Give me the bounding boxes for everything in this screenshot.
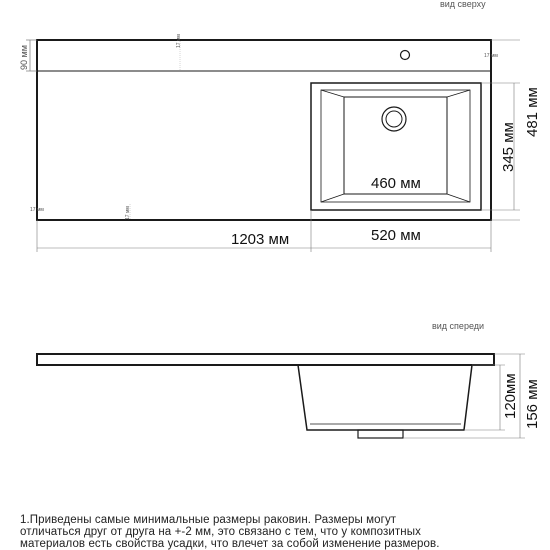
dim-bowl-depth: 345 мм [500, 122, 517, 172]
bowl-edge [447, 194, 470, 202]
drain-inner [386, 111, 402, 127]
countertop-outline-front [37, 354, 494, 365]
dimension-note [20, 514, 540, 550]
bowl-edge [447, 90, 470, 97]
dim-depth-small: 90 мм [19, 45, 29, 70]
bowl-edge [321, 90, 344, 97]
dim-bowl-width: 460 мм [371, 175, 421, 192]
dim-total-length: 1203 мм [231, 231, 290, 248]
dim-front-bowl-height: 120мм [502, 373, 519, 419]
note-line: материалов есть свойства усадки, что влечет за собой изменение размеров. [20, 538, 440, 550]
faucet-hole [401, 51, 410, 60]
dim-ledge-top: 17 мм [176, 34, 182, 48]
view-label-top: вид сверху [440, 0, 486, 9]
dim-bowl-section: 520 мм [371, 227, 421, 244]
note-line: 1.Приведены самые минимальные размеры раковин. Размеры могут [20, 514, 397, 526]
dim-ledge-left: 17 мм [30, 207, 44, 213]
dim-ledge-bottom: 17 мм [125, 206, 131, 220]
dim-front-total-height: 156 мм [524, 379, 541, 429]
bowl-profile-front [298, 365, 472, 430]
note-line: отличаться друг от друга на +-2 мм, это связано с тем, что у композитных [20, 526, 421, 538]
drain-stub-front [358, 430, 403, 438]
bowl-edge [321, 194, 344, 202]
countertop-outline-top [37, 40, 491, 220]
view-label-front: вид спереди [432, 321, 485, 331]
dim-ledge-right: 17 мм [484, 53, 498, 59]
dim-total-depth: 481 мм [524, 87, 541, 137]
